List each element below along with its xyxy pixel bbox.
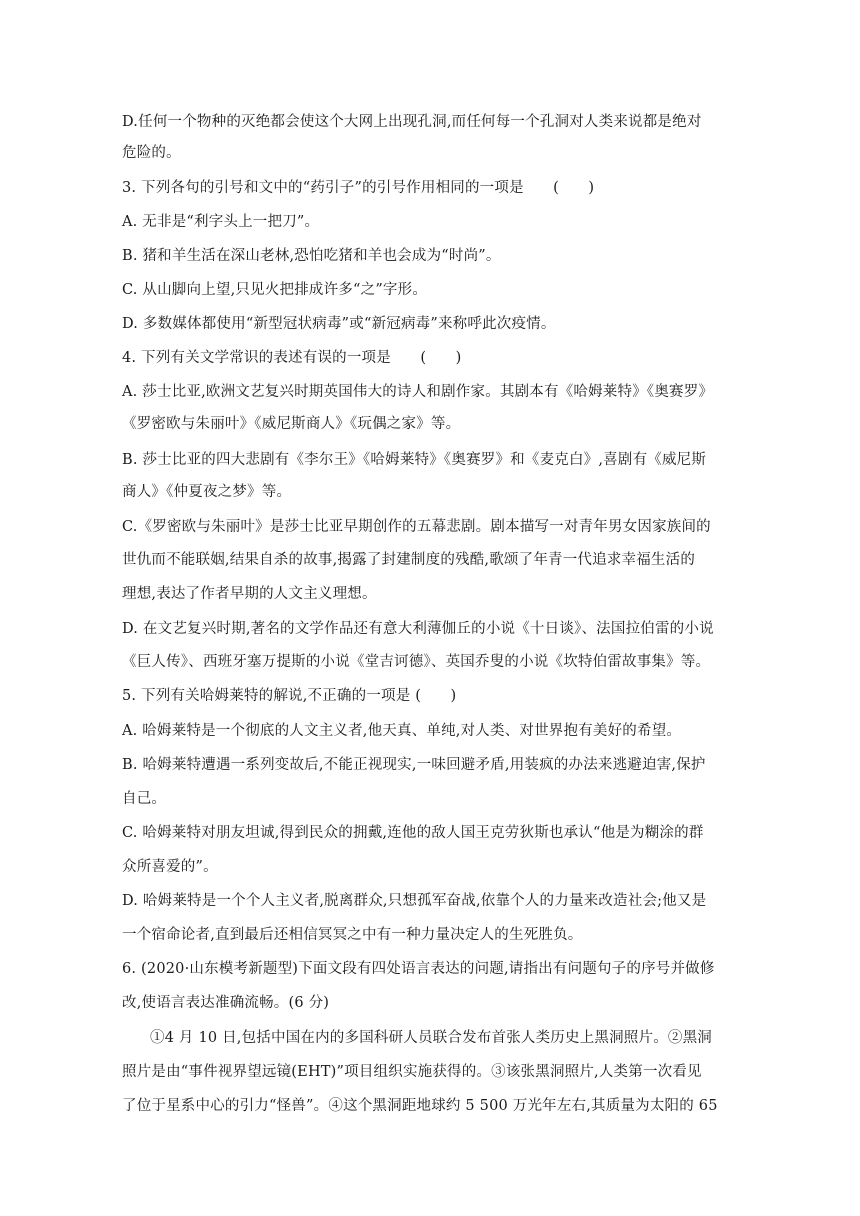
text-line: 改,使语言表达准确流畅。(6 分) bbox=[122, 995, 330, 1011]
text-line: 自己。 bbox=[122, 791, 167, 807]
text-line: 一个宿命论者,直到最后还相信冥冥之中有一种力量决定人的生死胜负。 bbox=[122, 927, 583, 943]
option-d: D. 多数媒体都使用“新型冠状病毒”或“新冠病毒”来称呼此次疫情。 bbox=[122, 316, 556, 332]
option-c: C. 从山脚向上望,只见火把排成许多“之”字形。 bbox=[122, 282, 428, 298]
passage-line: 了位于星系中心的引力“怪兽”。④这个黑洞距地球约 5 500 万光年左右,其质量为太阳的 65 bbox=[122, 1098, 718, 1114]
option-b: B. 哈姆莱特遭遇一系列变故后,不能正视现实,一味回避矛盾,用装疯的办法来逃避迫害,保护 bbox=[122, 757, 706, 773]
passage-line: ①4 月 10 日,包括中国在内的多国科研人员联合发布首张人类历史上黑洞照片。②黑洞 bbox=[150, 1030, 713, 1046]
option-b: B. 猪和羊生活在深山老林,恐怕吃猪和羊也会成为“时尚”。 bbox=[122, 248, 501, 264]
text-line: D.任何一个物种的灭绝都会使这个大网上出现孔洞,而任何每一个孔洞对人类来说都是绝对 bbox=[122, 114, 702, 130]
option-c: C.《罗密欧与朱丽叶》是莎士比亚早期创作的五幕悲剧。剧本描写一对青年男女因家族间的 bbox=[122, 519, 711, 535]
option-a: A. 哈姆莱特是一个彻底的人文主义者,他天真、单纯,对人类、对世界抱有美好的希望。 bbox=[122, 723, 682, 739]
option-a: A. 无非是“利字头上一把刀”。 bbox=[122, 214, 320, 230]
option-d: D. 哈姆莱特是一个个人主义者,脱离群众,只想孤军奋战,依靠个人的力量来改造社会;他又是 bbox=[122, 893, 707, 909]
option-a: A. 莎士比亚,欧洲文艺复兴时期英国伟大的诗人和剧作家。其剧本有《哈姆莱特》《奥赛罗》 bbox=[122, 384, 714, 400]
text-line: 世仇而不能联姻,结果自杀的故事,揭露了封建制度的残酷,歌颂了年青一代追求幸福生活的 bbox=[122, 552, 696, 568]
question-5: 5. 下列有关哈姆莱特的解说,不正确的一项是 ( ) bbox=[122, 688, 457, 704]
text-line: 《巨人传》、西班牙塞万提斯的小说《堂吉诃德》、英国乔叟的小说《坎特伯雷故事集》等。 bbox=[122, 654, 711, 670]
text-line: 理想,表达了作者早期的人文主义理想。 bbox=[122, 586, 377, 602]
text-line: 众所喜爱的”。 bbox=[122, 859, 218, 875]
passage-line: 照片是由“事件视界望远镜(EHT)”项目组织实施获得的。③该张黑洞照片,人类第一次看见 bbox=[122, 1064, 702, 1080]
question-6: 6. (2020·山东模考新题型)下面文段有四处语言表达的问题,请指出有问题句子的序号并做修 bbox=[122, 961, 715, 977]
text-line: 《罗密欧与朱丽叶》《威尼斯商人》《玩偶之家》等。 bbox=[122, 416, 461, 432]
text-line: 商人》《仲夏夜之梦》等。 bbox=[122, 484, 292, 500]
question-4: 4. 下列有关文学常识的表述有误的一项是 ( ) bbox=[122, 350, 462, 366]
question-3: 3. 下列各句的引号和文中的“药引子”的引号作用相同的一项是 ( ) bbox=[122, 180, 595, 196]
option-c: C. 哈姆莱特对朋友坦诚,得到民众的拥戴,连他的敌人国王克劳狄斯也承认“他是为糊涂的群 bbox=[122, 825, 704, 841]
option-b: B. 莎士比亚的四大悲剧有《李尔王》《哈姆莱特》《奥赛罗》和《麦克白》,喜剧有《威尼斯 bbox=[122, 452, 707, 468]
text-line: 危险的。 bbox=[122, 145, 181, 161]
option-d: D. 在文艺复兴时期,著名的文学作品还有意大利薄伽丘的小说《十日谈》、法国拉伯雷的小说 bbox=[122, 621, 714, 637]
